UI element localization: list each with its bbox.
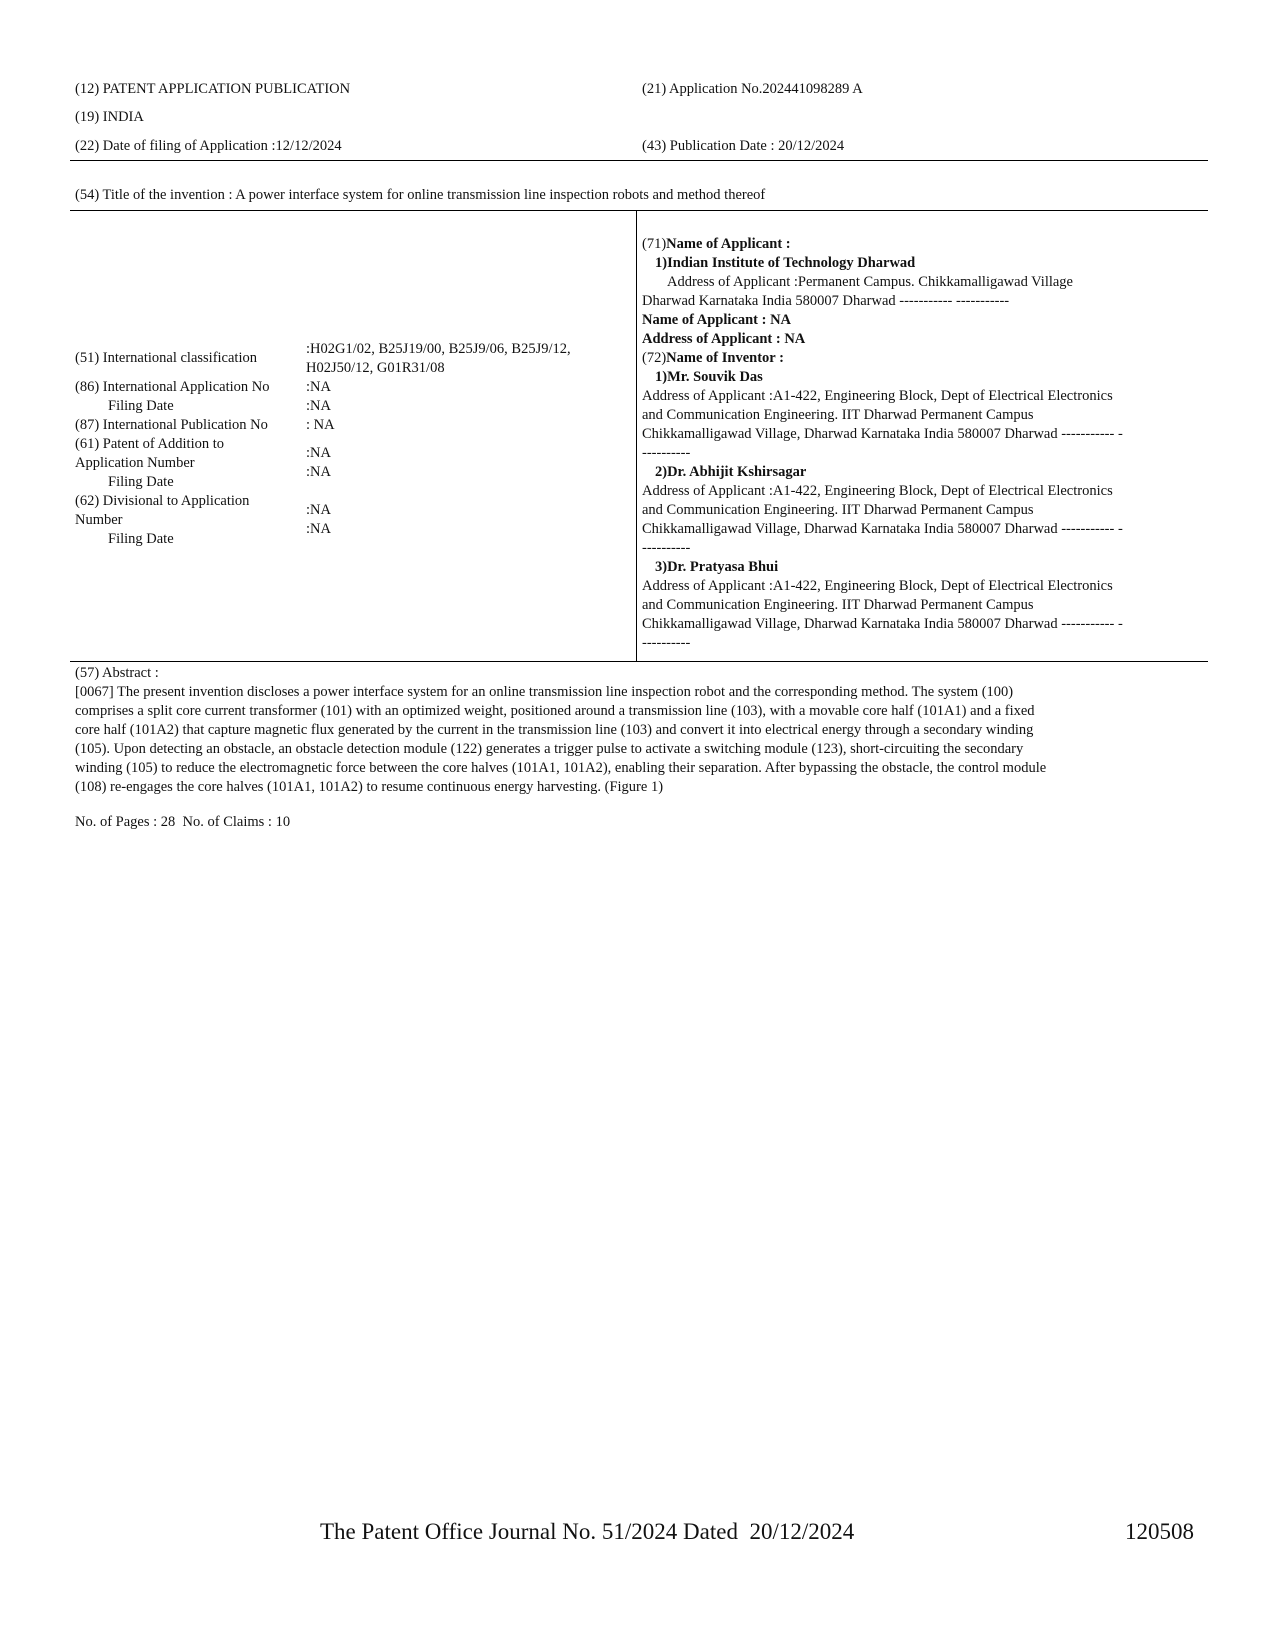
- abstract-heading: (57) Abstract :: [75, 665, 159, 681]
- inventor-3-name: 3)Dr. Pratyasa Bhui: [655, 559, 779, 575]
- field-value-divisional: :NA: [306, 502, 331, 518]
- publication-type: (12) PATENT APPLICATION PUBLICATION: [75, 81, 351, 97]
- applicant-1-address-1: Address of Applicant :Permanent Campus. Chikkamalligawad Village: [667, 274, 1073, 290]
- field-label-filing-date-62: Filing Date: [108, 531, 174, 547]
- inventor-2-address-4: ----------: [642, 540, 691, 556]
- field-label-intl-app-no: (86) International Application No: [75, 379, 270, 395]
- field-value-intl-pub-no: : NA: [306, 417, 335, 433]
- page-number: 120508: [1125, 1519, 1194, 1544]
- abstract-line: (108) re-engages the core halves (101A1, 101A2) to resume continuous energy harvesting. (Figure 1): [75, 779, 664, 795]
- field-value-classification-2: H02J50/12, G01R31/08: [306, 360, 445, 376]
- inventor-3-address-1: Address of Applicant :A1-422, Engineering Block, Dept of Electrical Electronics: [642, 578, 1113, 594]
- field-label-intl-pub-no: (87) International Publication No: [75, 417, 268, 433]
- field-label-divisional-1: (62) Divisional to Application: [75, 493, 250, 509]
- invention-title: (54) Title of the invention : A power interface system for online transmission line inspection robots and method thereof: [75, 187, 766, 203]
- inventor-2-name: 2)Dr. Abhijit Kshirsagar: [655, 464, 807, 480]
- field-value-classification-1: :H02G1/02, B25J19/00, B25J9/06, B25J9/12,: [306, 341, 571, 357]
- field-label-patent-addition-1: (61) Patent of Addition to: [75, 436, 225, 452]
- inventor-heading: (72)Name of Inventor :: [642, 350, 784, 366]
- inventor-3-address-2: and Communication Engineering. IIT Dharwad Permanent Campus: [642, 597, 1034, 613]
- field-label-filing-date-61: Filing Date: [108, 474, 174, 490]
- inventor-2-address-1: Address of Applicant :A1-422, Engineering Block, Dept of Electrical Electronics: [642, 483, 1113, 499]
- applicant-heading: (71)Name of Applicant :: [642, 236, 791, 252]
- table-divider: [70, 661, 1208, 662]
- field-label-filing-date-86: Filing Date: [108, 398, 174, 414]
- inventor-1-address-3: Chikkamalligawad Village, Dharwad Karnataka India 580007 Dharwad ----------- -: [642, 426, 1123, 442]
- abstract-line: winding (105) to reduce the electromagnetic force between the core halves (101A1, 101A2), enabling their separation. After bypassing the obstacle, the control module: [75, 760, 1047, 776]
- field-value-filing-date-62: :NA: [306, 521, 331, 537]
- abstract-line: [0067] The present invention discloses a power interface system for an online transmission line inspection robot and the corresponding method. The system (100): [75, 684, 1014, 700]
- inventor-1-address-4: ----------: [642, 445, 691, 461]
- inventor-1-address-2: and Communication Engineering. IIT Dharwad Permanent Campus: [642, 407, 1034, 423]
- field-label-divisional-2: Number: [75, 512, 123, 528]
- publication-date: (43) Publication Date : 20/12/2024: [642, 138, 845, 154]
- abstract-line: (105). Upon detecting an obstacle, an obstacle detection module (122) generates a trigger pulse to activate a switching module (123), short-circuiting the secondary: [75, 741, 1024, 757]
- header-divider: [70, 160, 1208, 161]
- inventor-3-address-4: ----------: [642, 635, 691, 651]
- applicant-1-name: 1)Indian Institute of Technology Dharwad: [655, 255, 916, 271]
- applicant-1-address-2: Dharwad Karnataka India 580007 Dharwad ----------- -----------: [642, 293, 1010, 309]
- field-label-classification: (51) International classification: [75, 350, 257, 366]
- journal-footer: The Patent Office Journal No. 51/2024 Dated 20/12/2024: [320, 1519, 855, 1544]
- applicant-name-na: Name of Applicant : NA: [642, 312, 792, 328]
- application-number: (21) Application No.202441098289 A: [642, 81, 863, 97]
- field-value-intl-app-no: :NA: [306, 379, 331, 395]
- inventor-2-address-3: Chikkamalligawad Village, Dharwad Karnataka India 580007 Dharwad ----------- -: [642, 521, 1123, 537]
- title-divider: [70, 210, 1208, 211]
- field-value-patent-addition: :NA: [306, 445, 331, 461]
- field-value-filing-date-61: :NA: [306, 464, 331, 480]
- inventor-1-address-1: Address of Applicant :A1-422, Engineering Block, Dept of Electrical Electronics: [642, 388, 1113, 404]
- inventor-1-name: 1)Mr. Souvik Das: [655, 369, 763, 385]
- abstract-line: core half (101A2) that capture magnetic flux generated by the current in the transmission line (103) and convert it into electrical energy through a secondary winding: [75, 722, 1034, 738]
- column-divider: [636, 210, 637, 661]
- field-value-filing-date-86: :NA: [306, 398, 331, 414]
- field-label-patent-addition-2: Application Number: [75, 455, 195, 471]
- inventor-2-address-2: and Communication Engineering. IIT Dharwad Permanent Campus: [642, 502, 1034, 518]
- filing-date: (22) Date of filing of Application :12/12/2024: [75, 138, 342, 154]
- country: (19) INDIA: [75, 109, 144, 125]
- applicant-address-na: Address of Applicant : NA: [642, 331, 806, 347]
- inventor-3-address-3: Chikkamalligawad Village, Dharwad Karnataka India 580007 Dharwad ----------- -: [642, 616, 1123, 632]
- abstract-line: comprises a split core current transformer (101) with an optimized weight, positioned around a transmission line (103), with a movable core half (101A1) and a fixed: [75, 703, 1035, 719]
- pages-claims: No. of Pages : 28 No. of Claims : 10: [75, 814, 291, 830]
